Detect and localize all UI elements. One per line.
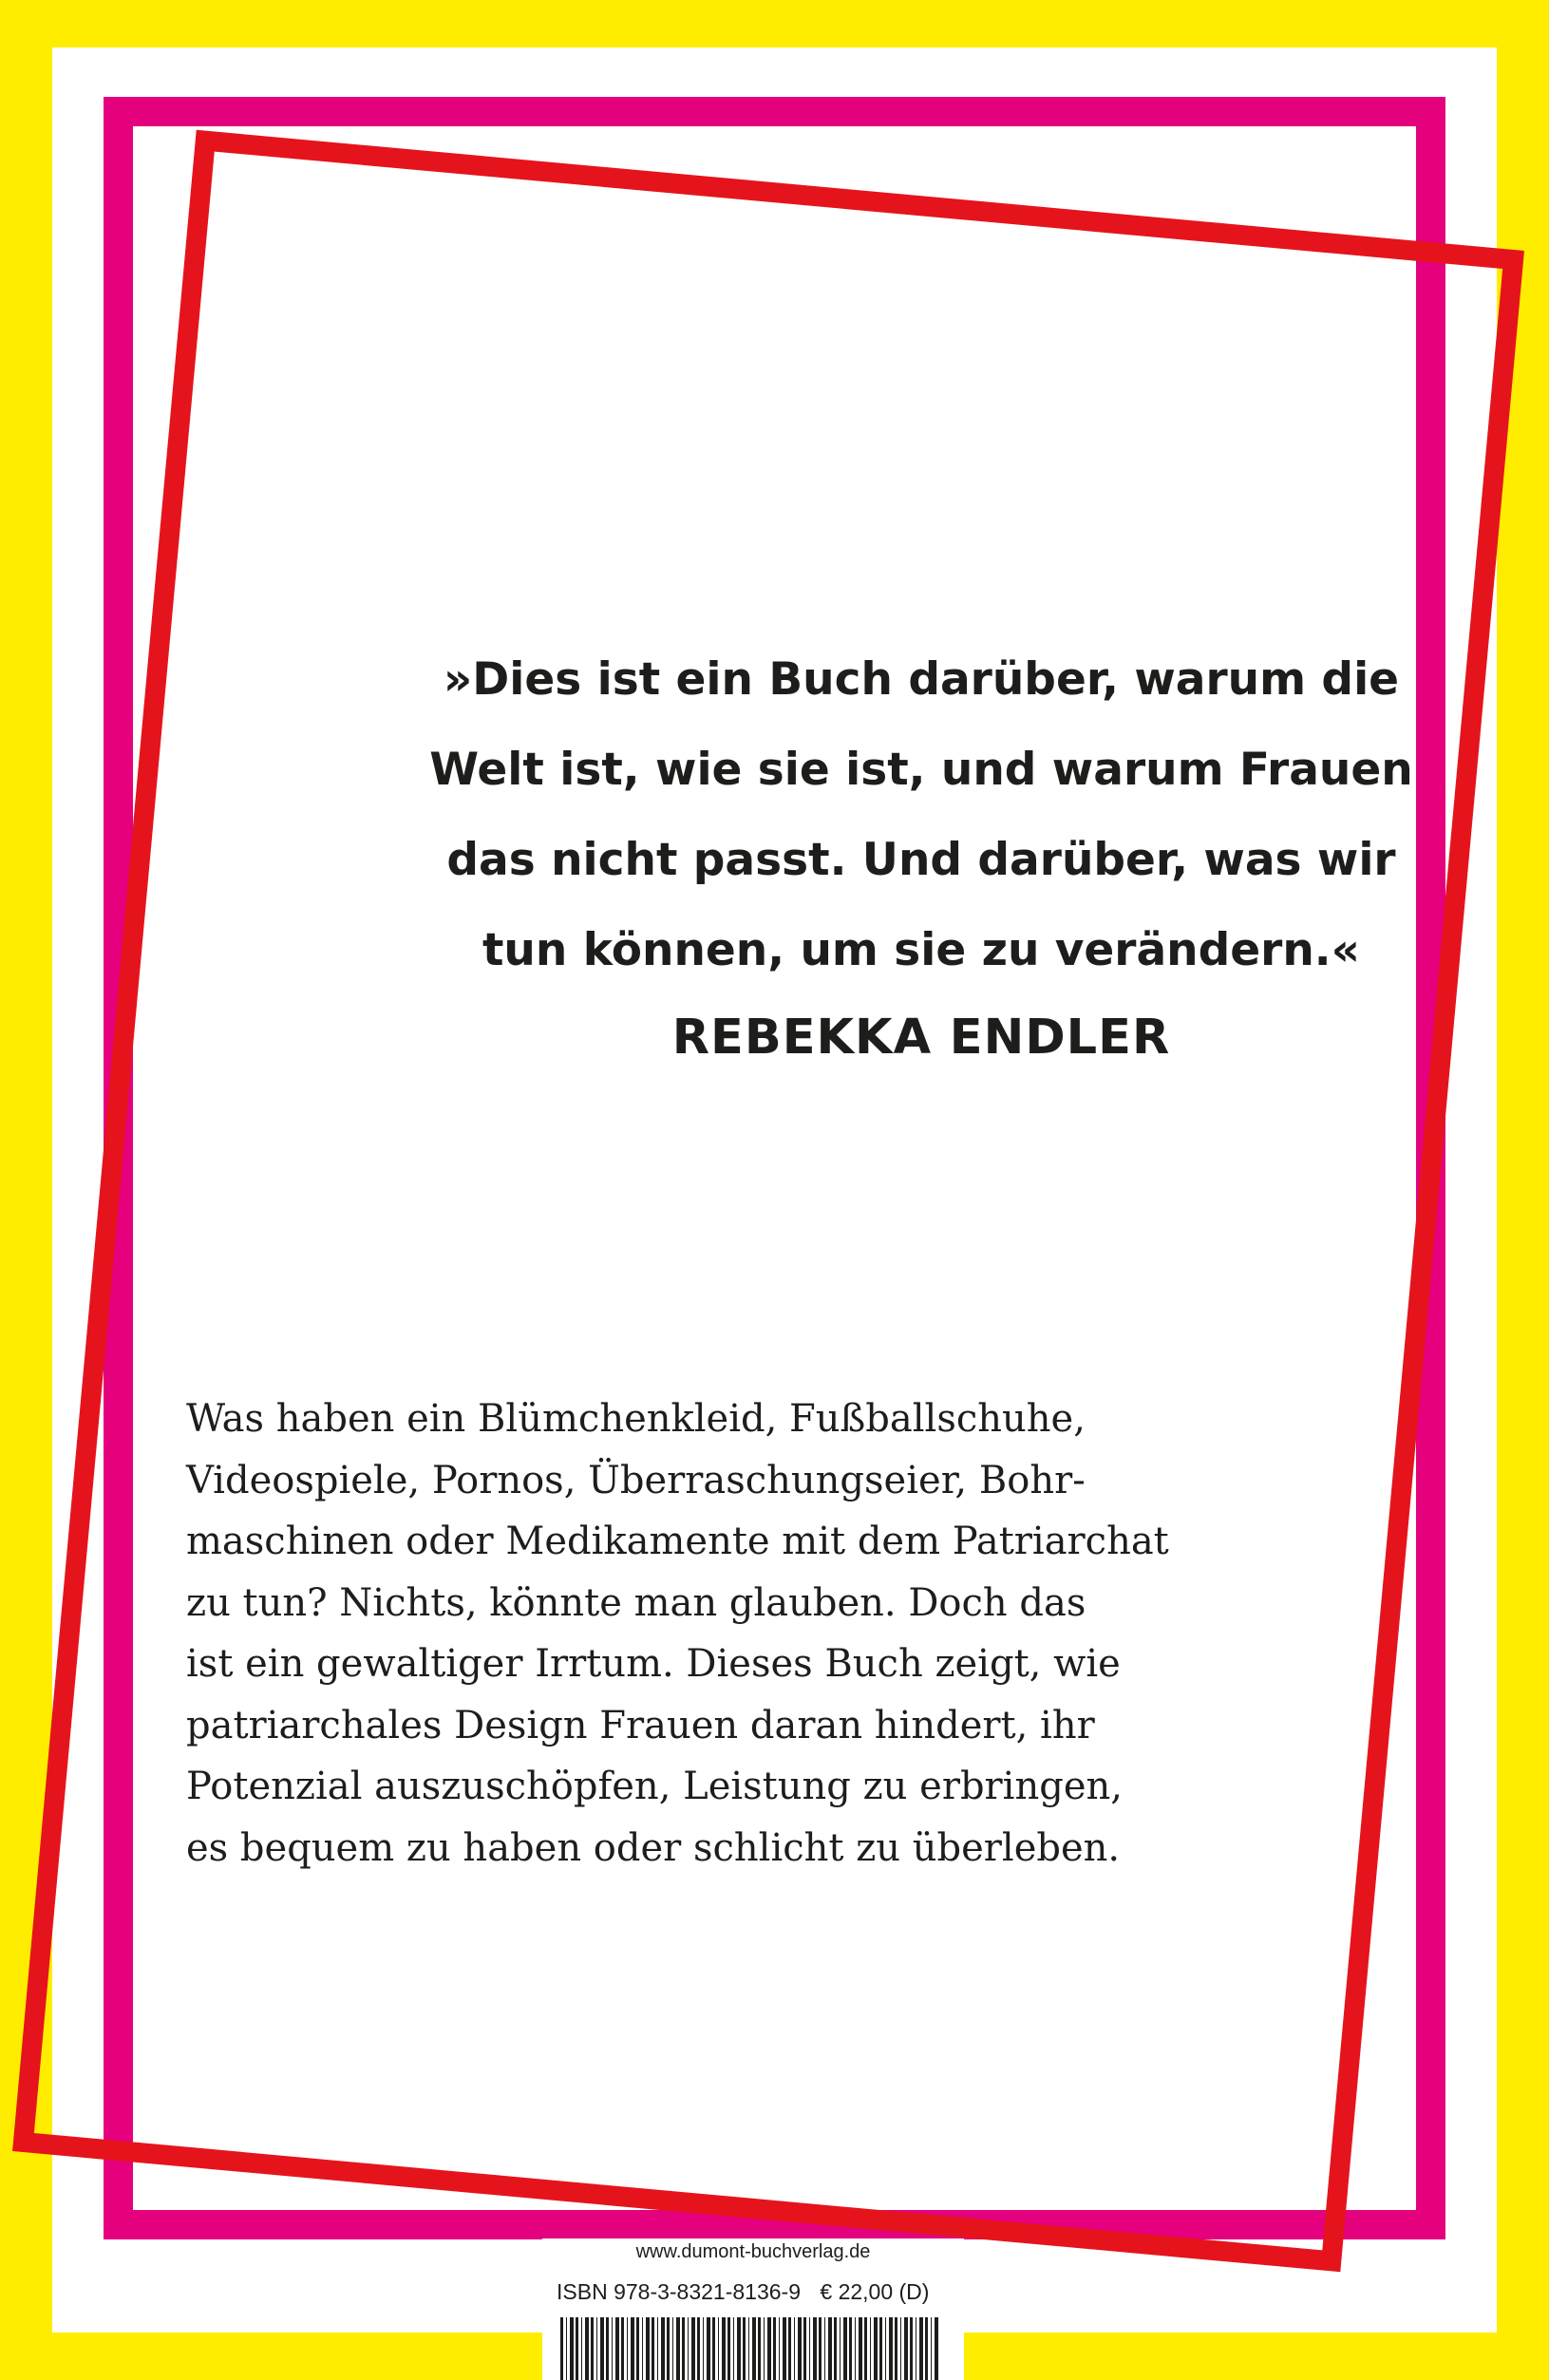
publisher-url[interactable]: www.dumont-buchverlag.de bbox=[635, 2241, 871, 2262]
quote bbox=[408, 634, 1434, 995]
quote-line: das nicht passt. Und darüber, was wir bbox=[446, 834, 1396, 886]
isbn-number: ISBN 978-3-8321-8136-9 bbox=[557, 2279, 801, 2304]
quote-author: REBEKKA ENDLER bbox=[671, 1010, 1171, 1066]
blurb-line: Videospiele, Pornos, Überraschungseier, Bohr- bbox=[186, 1458, 1086, 1502]
red-tilted-frame bbox=[12, 130, 1524, 2272]
barcode-icon bbox=[560, 2317, 940, 2380]
blurb-line: Was haben ein Blümchenkleid, Fußballschuhe, bbox=[186, 1397, 1086, 1441]
blurb-line: es bequem zu haben oder schlicht zu überleben. bbox=[186, 1825, 1121, 1870]
blurb-line: patriarchales Design Frauen daran hindert, ihr bbox=[186, 1703, 1095, 1747]
isbn-price-row bbox=[557, 2279, 942, 2305]
blurb-line: ist ein gewaltiger Irrtum. Dieses Buch zeigt, wie bbox=[186, 1642, 1121, 1686]
quote-line: Welt ist, wie sie ist, und warum Frauen bbox=[429, 744, 1413, 796]
blurb-text bbox=[186, 1388, 1231, 1879]
price: € 22,00 (D) bbox=[820, 2279, 930, 2304]
blurb-line: Potenzial auszuschöpfen, Leistung zu erbringen, bbox=[186, 1765, 1123, 1808]
blurb-line: zu tun? Nichts, könnte man glauben. Doch das bbox=[186, 1580, 1086, 1625]
quote-line: tun können, um sie zu verändern.« bbox=[482, 924, 1361, 976]
blurb-line: maschinen oder Medikamente mit dem Patriarchat bbox=[186, 1520, 1169, 1563]
quote-line: »Dies ist ein Buch darüber, warum die bbox=[443, 653, 1400, 706]
